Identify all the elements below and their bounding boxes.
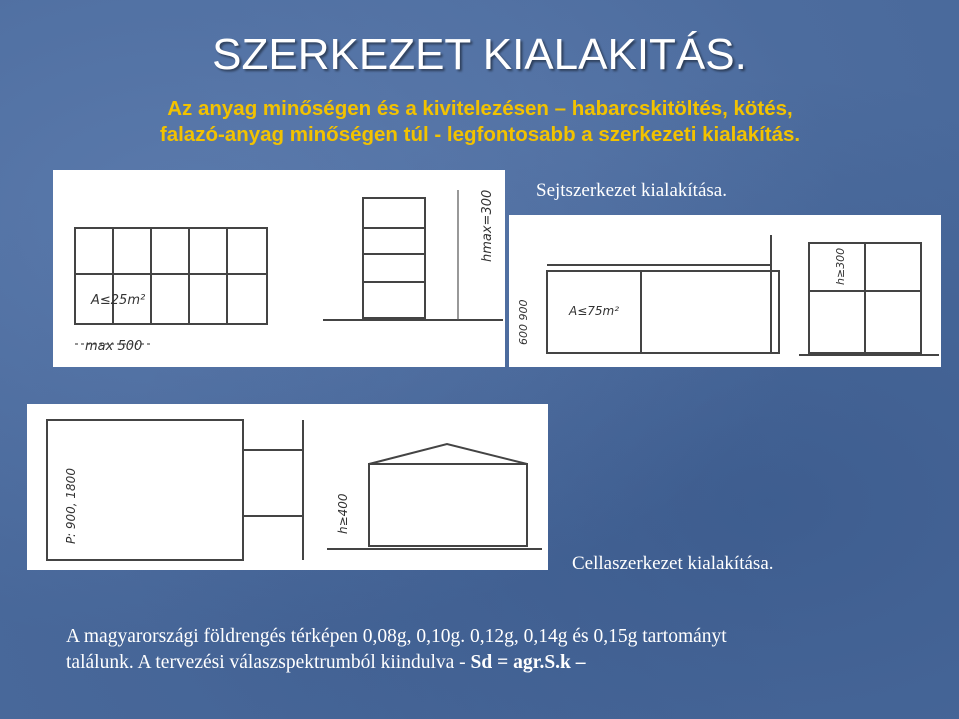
slide-subtitle bbox=[60, 96, 900, 147]
body-line-1: A magyarországi földrengés térképen 0,08g, 0,10g. 0,12g, 0,14g és 0,15g tartományt bbox=[66, 626, 727, 647]
area-label-2: A≤75m² bbox=[569, 304, 620, 318]
cell-frame-sketch bbox=[27, 404, 548, 570]
body-text bbox=[66, 624, 946, 676]
slide-title: SZERKEZET KIALAKITÁS. bbox=[212, 30, 747, 79]
height-label-1: hmax=300 bbox=[480, 189, 495, 262]
subtitle-line-2: falazó-anyag minőségen túl - legfontosabb a szerkezeti kialakítás. bbox=[159, 122, 801, 146]
pier-label-3: P: 900, 1800 bbox=[64, 468, 78, 544]
caption-top: Sejtszerkezet kialakítása. bbox=[536, 180, 727, 201]
dim-label-2: 600 900 bbox=[517, 299, 530, 345]
span-label-1: max 500 bbox=[85, 339, 143, 354]
body-line-2 bbox=[66, 650, 946, 676]
height-label-2: h≥300 bbox=[834, 247, 847, 285]
area-label-1: A≤25m² bbox=[91, 293, 146, 308]
wall-section-sketch bbox=[509, 215, 941, 367]
subtitle-line-1: Az anyag minőségen és a kivitelezésen – habarcskitöltés, kötés, bbox=[167, 97, 793, 120]
response-formula: Sd = agr.S.k – bbox=[470, 651, 586, 673]
body-line-2-prefix: találunk. A tervezési válaszspektrumból kiindulva - bbox=[66, 651, 471, 673]
height-label-3: h≥400 bbox=[336, 493, 350, 534]
cell-structure-sketch bbox=[53, 170, 505, 367]
caption-bottom: Cellaszerkezet kialakítása. bbox=[572, 553, 774, 574]
